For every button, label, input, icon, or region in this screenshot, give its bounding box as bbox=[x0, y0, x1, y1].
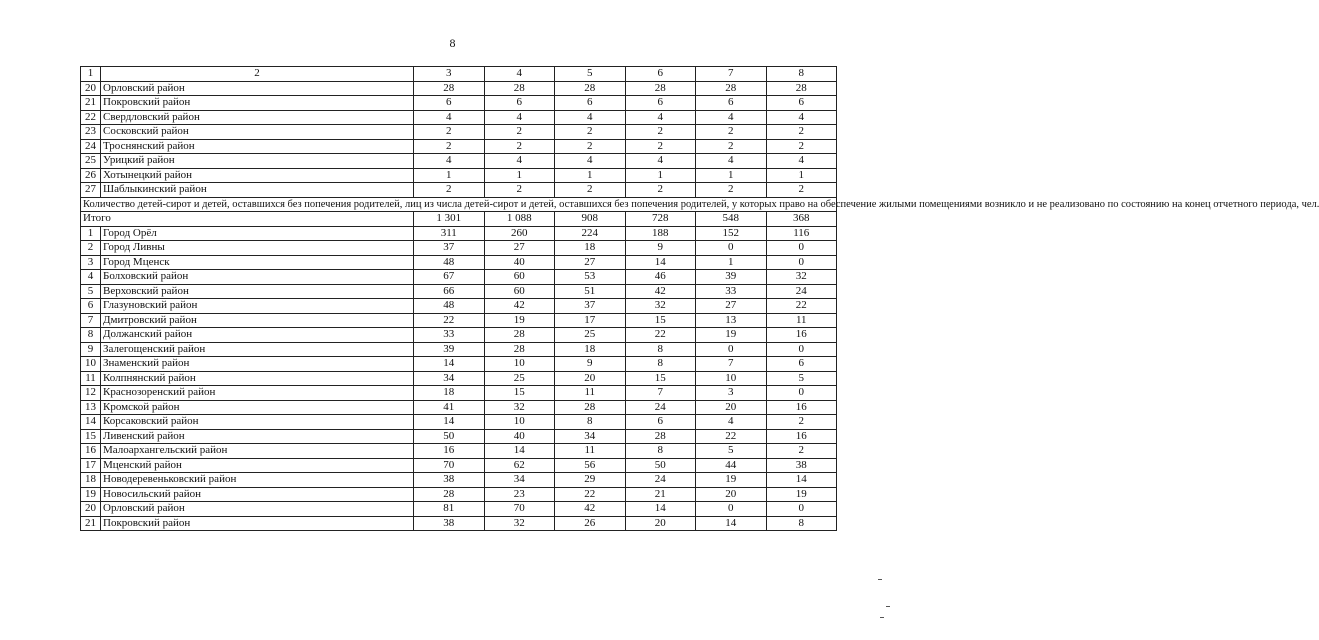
value-cell: 8 bbox=[625, 357, 696, 372]
column-number: 5 bbox=[555, 67, 626, 82]
value-cell: 19 bbox=[484, 313, 555, 328]
section-note: Количество детей-сирот и детей, оставшихся без попечения родителей, лиц из числа детей-сирот и детей, оставшихся без попечения родителей, у которых право на обеспечение жилыми помещениями возникло и не реализовано по состоянию на конец отчетного периода, чел. bbox=[81, 197, 837, 212]
value-cell: 17 bbox=[555, 313, 626, 328]
value-cell: 20 bbox=[625, 516, 696, 531]
value-cell: 40 bbox=[484, 255, 555, 270]
value-cell: 66 bbox=[414, 284, 485, 299]
value-cell: 6 bbox=[484, 96, 555, 111]
table-row bbox=[81, 429, 837, 444]
row-number: 8 bbox=[81, 328, 101, 343]
table-row bbox=[81, 139, 837, 154]
value-cell: 2 bbox=[696, 139, 767, 154]
table-row bbox=[81, 81, 837, 96]
district-name: Орловский район bbox=[101, 502, 414, 517]
value-cell: 29 bbox=[555, 473, 626, 488]
value-cell: 5 bbox=[696, 444, 767, 459]
value-cell: 67 bbox=[414, 270, 485, 285]
value-cell: 2 bbox=[766, 125, 837, 140]
value-cell: 2 bbox=[414, 183, 485, 198]
value-cell: 2 bbox=[414, 125, 485, 140]
table-row bbox=[81, 458, 837, 473]
value-cell: 0 bbox=[766, 386, 837, 401]
table-row bbox=[81, 473, 837, 488]
value-cell: 2 bbox=[696, 125, 767, 140]
value-cell: 18 bbox=[555, 342, 626, 357]
value-cell: 15 bbox=[484, 386, 555, 401]
district-name: Урицкий район bbox=[101, 154, 414, 169]
value-cell: 4 bbox=[696, 110, 767, 125]
district-name: Должанский район bbox=[101, 328, 414, 343]
value-cell: 1 bbox=[555, 168, 626, 183]
value-cell: 4 bbox=[766, 110, 837, 125]
value-cell: 4 bbox=[555, 110, 626, 125]
value-cell: 41 bbox=[414, 400, 485, 415]
value-cell: 4 bbox=[696, 415, 767, 430]
value-cell: 11 bbox=[555, 444, 626, 459]
value-cell: 260 bbox=[484, 226, 555, 241]
value-cell: 13 bbox=[696, 313, 767, 328]
column-number: 1 bbox=[81, 67, 101, 82]
table-row bbox=[81, 226, 837, 241]
district-name: Болховский район bbox=[101, 270, 414, 285]
table-row bbox=[81, 154, 837, 169]
value-cell: 0 bbox=[766, 502, 837, 517]
value-cell: 22 bbox=[766, 299, 837, 314]
column-number: 7 bbox=[696, 67, 767, 82]
total-value: 1 301 bbox=[414, 212, 485, 227]
value-cell: 28 bbox=[625, 81, 696, 96]
row-number: 22 bbox=[81, 110, 101, 125]
value-cell: 18 bbox=[414, 386, 485, 401]
value-cell: 42 bbox=[555, 502, 626, 517]
district-name: Залегощенский район bbox=[101, 342, 414, 357]
table-row bbox=[81, 110, 837, 125]
total-value: 908 bbox=[555, 212, 626, 227]
value-cell: 2 bbox=[555, 125, 626, 140]
value-cell: 15 bbox=[625, 313, 696, 328]
row-number: 21 bbox=[81, 516, 101, 531]
value-cell: 60 bbox=[484, 284, 555, 299]
district-name: Новодеревеньковский район bbox=[101, 473, 414, 488]
row-number: 12 bbox=[81, 386, 101, 401]
value-cell: 2 bbox=[766, 139, 837, 154]
value-cell: 6 bbox=[766, 96, 837, 111]
row-number: 9 bbox=[81, 342, 101, 357]
row-number: 21 bbox=[81, 96, 101, 111]
value-cell: 34 bbox=[414, 371, 485, 386]
row-number: 23 bbox=[81, 125, 101, 140]
value-cell: 53 bbox=[555, 270, 626, 285]
value-cell: 11 bbox=[766, 313, 837, 328]
value-cell: 37 bbox=[555, 299, 626, 314]
table-row bbox=[81, 183, 837, 198]
section-note-row bbox=[81, 197, 837, 212]
value-cell: 28 bbox=[414, 81, 485, 96]
scan-mark bbox=[880, 617, 884, 618]
value-cell: 10 bbox=[696, 371, 767, 386]
value-cell: 60 bbox=[484, 270, 555, 285]
value-cell: 10 bbox=[484, 415, 555, 430]
column-number: 8 bbox=[766, 67, 837, 82]
row-number: 20 bbox=[81, 81, 101, 96]
row-number: 3 bbox=[81, 255, 101, 270]
row-number: 1 bbox=[81, 226, 101, 241]
value-cell: 28 bbox=[555, 400, 626, 415]
value-cell: 2 bbox=[484, 183, 555, 198]
value-cell: 56 bbox=[555, 458, 626, 473]
district-name: Краснозоренский район bbox=[101, 386, 414, 401]
district-name: Троснянский район bbox=[101, 139, 414, 154]
value-cell: 4 bbox=[414, 110, 485, 125]
row-number: 2 bbox=[81, 241, 101, 256]
row-number: 11 bbox=[81, 371, 101, 386]
value-cell: 16 bbox=[766, 328, 837, 343]
table-row bbox=[81, 328, 837, 343]
district-name: Город Орёл bbox=[101, 226, 414, 241]
value-cell: 26 bbox=[555, 516, 626, 531]
value-cell: 4 bbox=[696, 154, 767, 169]
value-cell: 38 bbox=[414, 473, 485, 488]
value-cell: 7 bbox=[625, 386, 696, 401]
district-name: Корсаковский район bbox=[101, 415, 414, 430]
table-row bbox=[81, 255, 837, 270]
value-cell: 19 bbox=[766, 487, 837, 502]
row-number: 6 bbox=[81, 299, 101, 314]
table-row bbox=[81, 371, 837, 386]
value-cell: 0 bbox=[766, 241, 837, 256]
row-number: 25 bbox=[81, 154, 101, 169]
value-cell: 0 bbox=[696, 241, 767, 256]
value-cell: 34 bbox=[484, 473, 555, 488]
total-value: 548 bbox=[696, 212, 767, 227]
table-row bbox=[81, 125, 837, 140]
value-cell: 19 bbox=[696, 473, 767, 488]
value-cell: 5 bbox=[766, 371, 837, 386]
scan-mark bbox=[886, 606, 890, 607]
row-number: 14 bbox=[81, 415, 101, 430]
value-cell: 188 bbox=[625, 226, 696, 241]
value-cell: 70 bbox=[484, 502, 555, 517]
table-row bbox=[81, 313, 837, 328]
district-name: Малоархангельский район bbox=[101, 444, 414, 459]
district-name: Город Ливны bbox=[101, 241, 414, 256]
value-cell: 1 bbox=[484, 168, 555, 183]
district-name: Кромской район bbox=[101, 400, 414, 415]
table-row bbox=[81, 516, 837, 531]
value-cell: 2 bbox=[766, 183, 837, 198]
value-cell: 32 bbox=[484, 516, 555, 531]
value-cell: 1 bbox=[766, 168, 837, 183]
value-cell: 116 bbox=[766, 226, 837, 241]
value-cell: 311 bbox=[414, 226, 485, 241]
value-cell: 46 bbox=[625, 270, 696, 285]
value-cell: 6 bbox=[625, 96, 696, 111]
row-number: 13 bbox=[81, 400, 101, 415]
table-row bbox=[81, 284, 837, 299]
value-cell: 8 bbox=[625, 342, 696, 357]
district-name: Покровский район bbox=[101, 516, 414, 531]
table-row bbox=[81, 96, 837, 111]
value-cell: 37 bbox=[414, 241, 485, 256]
value-cell: 14 bbox=[766, 473, 837, 488]
value-cell: 20 bbox=[696, 487, 767, 502]
row-number: 4 bbox=[81, 270, 101, 285]
value-cell: 7 bbox=[696, 357, 767, 372]
value-cell: 25 bbox=[555, 328, 626, 343]
value-cell: 42 bbox=[484, 299, 555, 314]
value-cell: 22 bbox=[625, 328, 696, 343]
page-number: 8 bbox=[449, 36, 456, 50]
district-name: Колпнянский район bbox=[101, 371, 414, 386]
table-row bbox=[81, 299, 837, 314]
value-cell: 4 bbox=[766, 154, 837, 169]
value-cell: 27 bbox=[555, 255, 626, 270]
row-number: 26 bbox=[81, 168, 101, 183]
value-cell: 48 bbox=[414, 255, 485, 270]
value-cell: 34 bbox=[555, 429, 626, 444]
value-cell: 9 bbox=[555, 357, 626, 372]
value-cell: 1 bbox=[696, 168, 767, 183]
value-cell: 6 bbox=[625, 415, 696, 430]
total-value: 728 bbox=[625, 212, 696, 227]
value-cell: 38 bbox=[414, 516, 485, 531]
value-cell: 16 bbox=[766, 400, 837, 415]
column-number-row bbox=[81, 67, 837, 82]
value-cell: 23 bbox=[484, 487, 555, 502]
value-cell: 28 bbox=[484, 81, 555, 96]
row-number: 5 bbox=[81, 284, 101, 299]
table-row bbox=[81, 342, 837, 357]
value-cell: 28 bbox=[414, 487, 485, 502]
value-cell: 2 bbox=[484, 139, 555, 154]
value-cell: 2 bbox=[555, 183, 626, 198]
value-cell: 3 bbox=[696, 386, 767, 401]
value-cell: 2 bbox=[625, 125, 696, 140]
value-cell: 39 bbox=[696, 270, 767, 285]
value-cell: 81 bbox=[414, 502, 485, 517]
table-row bbox=[81, 444, 837, 459]
value-cell: 70 bbox=[414, 458, 485, 473]
value-cell: 6 bbox=[555, 96, 626, 111]
value-cell: 39 bbox=[414, 342, 485, 357]
value-cell: 4 bbox=[484, 110, 555, 125]
value-cell: 1 bbox=[696, 255, 767, 270]
value-cell: 50 bbox=[625, 458, 696, 473]
total-value: 1 088 bbox=[484, 212, 555, 227]
value-cell: 2 bbox=[766, 444, 837, 459]
value-cell: 0 bbox=[766, 255, 837, 270]
value-cell: 16 bbox=[414, 444, 485, 459]
table-row bbox=[81, 400, 837, 415]
value-cell: 4 bbox=[625, 154, 696, 169]
district-name: Город Мценск bbox=[101, 255, 414, 270]
value-cell: 15 bbox=[625, 371, 696, 386]
value-cell: 10 bbox=[484, 357, 555, 372]
total-row bbox=[81, 212, 837, 227]
value-cell: 38 bbox=[766, 458, 837, 473]
value-cell: 42 bbox=[625, 284, 696, 299]
value-cell: 2 bbox=[414, 139, 485, 154]
district-name: Шаблыкинский район bbox=[101, 183, 414, 198]
district-name: Сосковский район bbox=[101, 125, 414, 140]
table-row bbox=[81, 386, 837, 401]
value-cell: 28 bbox=[555, 81, 626, 96]
value-cell: 4 bbox=[555, 154, 626, 169]
district-name: Дмитровский район bbox=[101, 313, 414, 328]
value-cell: 33 bbox=[696, 284, 767, 299]
data-table bbox=[80, 66, 1319, 531]
row-number: 7 bbox=[81, 313, 101, 328]
table-row bbox=[81, 415, 837, 430]
value-cell: 4 bbox=[625, 110, 696, 125]
row-number: 10 bbox=[81, 357, 101, 372]
value-cell: 0 bbox=[696, 502, 767, 517]
value-cell: 25 bbox=[484, 371, 555, 386]
district-name: Знаменский район bbox=[101, 357, 414, 372]
value-cell: 4 bbox=[484, 154, 555, 169]
table-row bbox=[81, 502, 837, 517]
value-cell: 1 bbox=[414, 168, 485, 183]
district-name: Хотынецкий район bbox=[101, 168, 414, 183]
district-name: Глазуновский район bbox=[101, 299, 414, 314]
value-cell: 62 bbox=[484, 458, 555, 473]
district-name: Свердловский район bbox=[101, 110, 414, 125]
value-cell: 24 bbox=[766, 284, 837, 299]
value-cell: 8 bbox=[766, 516, 837, 531]
value-cell: 32 bbox=[625, 299, 696, 314]
value-cell: 14 bbox=[414, 357, 485, 372]
row-number: 20 bbox=[81, 502, 101, 517]
value-cell: 28 bbox=[766, 81, 837, 96]
value-cell: 50 bbox=[414, 429, 485, 444]
column-number: 2 bbox=[101, 67, 414, 82]
value-cell: 28 bbox=[696, 81, 767, 96]
district-name: Покровский район bbox=[101, 96, 414, 111]
value-cell: 14 bbox=[625, 255, 696, 270]
value-cell: 2 bbox=[696, 183, 767, 198]
column-number: 6 bbox=[625, 67, 696, 82]
value-cell: 24 bbox=[625, 400, 696, 415]
value-cell: 32 bbox=[484, 400, 555, 415]
value-cell: 28 bbox=[625, 429, 696, 444]
table-row bbox=[81, 357, 837, 372]
row-number: 17 bbox=[81, 458, 101, 473]
value-cell: 33 bbox=[414, 328, 485, 343]
value-cell: 9 bbox=[625, 241, 696, 256]
value-cell: 51 bbox=[555, 284, 626, 299]
value-cell: 2 bbox=[625, 183, 696, 198]
value-cell: 14 bbox=[696, 516, 767, 531]
value-cell: 4 bbox=[414, 154, 485, 169]
value-cell: 44 bbox=[696, 458, 767, 473]
table-row bbox=[81, 487, 837, 502]
value-cell: 6 bbox=[696, 96, 767, 111]
value-cell: 2 bbox=[766, 415, 837, 430]
value-cell: 16 bbox=[766, 429, 837, 444]
value-cell: 152 bbox=[696, 226, 767, 241]
value-cell: 2 bbox=[555, 139, 626, 154]
value-cell: 2 bbox=[484, 125, 555, 140]
district-name: Верховский район bbox=[101, 284, 414, 299]
row-number: 19 bbox=[81, 487, 101, 502]
value-cell: 8 bbox=[625, 444, 696, 459]
value-cell: 0 bbox=[696, 342, 767, 357]
value-cell: 28 bbox=[484, 328, 555, 343]
value-cell: 224 bbox=[555, 226, 626, 241]
total-label: Итого bbox=[81, 212, 414, 227]
total-value: 368 bbox=[766, 212, 837, 227]
value-cell: 27 bbox=[484, 241, 555, 256]
row-number: 16 bbox=[81, 444, 101, 459]
value-cell: 48 bbox=[414, 299, 485, 314]
value-cell: 14 bbox=[625, 502, 696, 517]
row-number: 27 bbox=[81, 183, 101, 198]
value-cell: 19 bbox=[696, 328, 767, 343]
scan-mark bbox=[878, 579, 882, 580]
value-cell: 22 bbox=[696, 429, 767, 444]
value-cell: 14 bbox=[484, 444, 555, 459]
district-name: Мценский район bbox=[101, 458, 414, 473]
row-number: 15 bbox=[81, 429, 101, 444]
value-cell: 1 bbox=[625, 168, 696, 183]
value-cell: 6 bbox=[766, 357, 837, 372]
value-cell: 28 bbox=[484, 342, 555, 357]
row-number: 24 bbox=[81, 139, 101, 154]
column-number: 4 bbox=[484, 67, 555, 82]
district-name: Орловский район bbox=[101, 81, 414, 96]
table-row bbox=[81, 270, 837, 285]
value-cell: 22 bbox=[414, 313, 485, 328]
value-cell: 21 bbox=[625, 487, 696, 502]
row-number: 18 bbox=[81, 473, 101, 488]
table-row bbox=[81, 241, 837, 256]
value-cell: 0 bbox=[766, 342, 837, 357]
district-name: Ливенский район bbox=[101, 429, 414, 444]
value-cell: 20 bbox=[555, 371, 626, 386]
value-cell: 20 bbox=[696, 400, 767, 415]
value-cell: 11 bbox=[555, 386, 626, 401]
value-cell: 40 bbox=[484, 429, 555, 444]
column-number: 3 bbox=[414, 67, 485, 82]
table-body bbox=[81, 67, 1319, 531]
value-cell: 24 bbox=[625, 473, 696, 488]
value-cell: 18 bbox=[555, 241, 626, 256]
value-cell: 14 bbox=[414, 415, 485, 430]
value-cell: 6 bbox=[414, 96, 485, 111]
value-cell: 32 bbox=[766, 270, 837, 285]
value-cell: 27 bbox=[696, 299, 767, 314]
value-cell: 2 bbox=[625, 139, 696, 154]
value-cell: 22 bbox=[555, 487, 626, 502]
value-cell: 8 bbox=[555, 415, 626, 430]
table-row bbox=[81, 168, 837, 183]
district-name: Новосильский район bbox=[101, 487, 414, 502]
